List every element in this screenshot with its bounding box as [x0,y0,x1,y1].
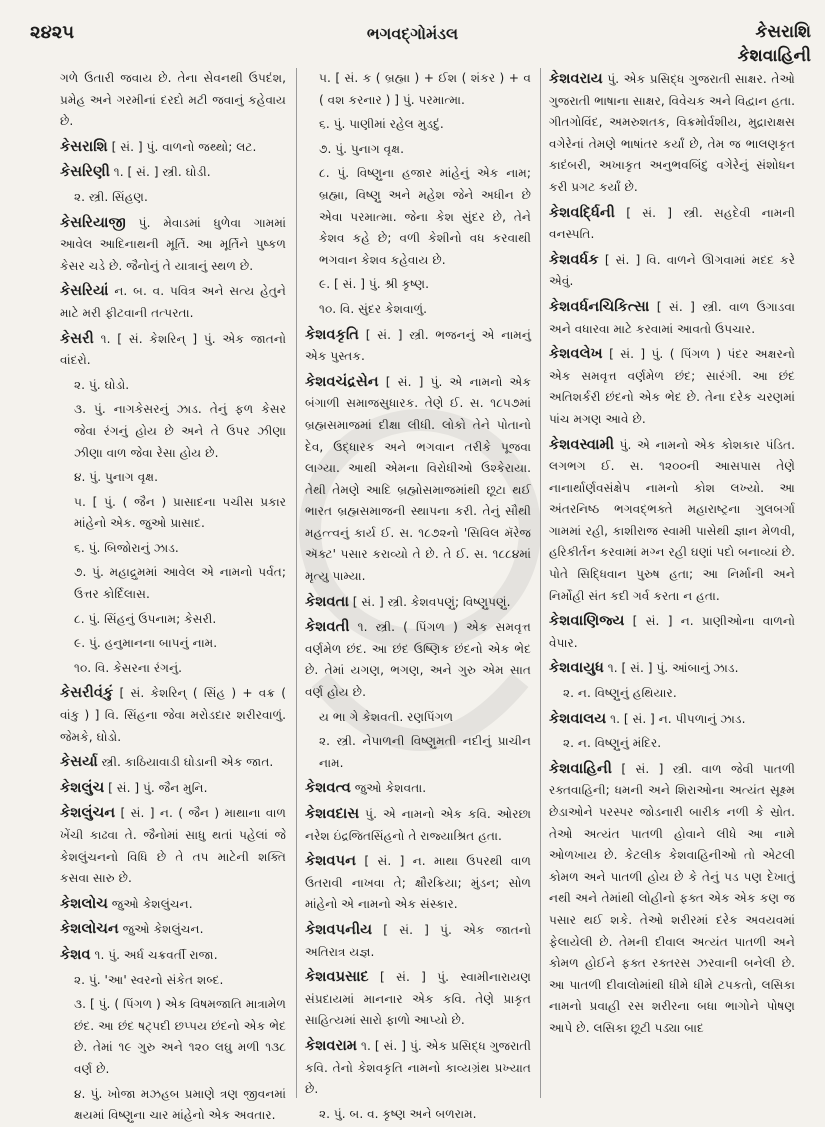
definition-text: [ સં. ] સ્ત્રી. ભજનનું એ નામનું એક પુસ્તક. [305,327,531,364]
column-3 [549,68,795,1098]
definition-text: ૫. [ પું. ( જૈન ) પ્રાસાદના પચીસ પ્રકાર માંહેનો એક. જુઓ પ્રાસાદ. [74,494,286,531]
entry-sense [60,187,286,209]
definition-text: ૨. પું. ઘોડો. [74,377,130,392]
definition-text: ગળે ઉતારી જવાય છે. તેના સેવનથી ઉપદંશ, પ્રમેહ અને ગરમીનાં દરદો મટી જવાનું કહેવાય છે. [60,71,286,129]
dictionary-entry [305,591,531,614]
headword: કેશવત્વ [305,779,351,797]
dictionary-entry [60,328,286,372]
headword: કેશવકૃતિ [305,325,359,343]
column-1 [60,68,286,1123]
headword: કેશવર્દ્ધિની [549,203,615,221]
headword: કેશવપનીય [305,920,373,938]
guide-word-last: કેશવાહિની [737,46,811,66]
definition-text: પું. એ નામનો એક કવિ. ઓરછા નરેશ ઇંદ્રજિતસિંહનો તે રાજ્યાશ્રિત હતા. [305,807,531,843]
definition-text: ૨. સ્ત્રી. સિંહણ. [74,189,148,204]
headword: કેસરિણી [60,163,110,181]
dictionary-entry [60,751,286,774]
definition-text: [ સં. ] સ્ત્રી. સહદેવી નામની વનસ્પતિ. [549,205,795,242]
headword: કેશવતા [305,592,349,610]
definition-text: ૯. પું. હનુમાનના બાપનું નામ. [74,636,218,651]
definition-text: ૬. પું. બિજોરાનું ઝાડ. [74,540,179,555]
dictionary-entry [60,944,286,967]
dictionary-entry [60,682,286,748]
definition-text: ૫. [ સં. ક ( બ્રહ્મા ) + ઈશ ( શંકર ) + વ ( વશ કરનાર ) ] પું. પરમાત્મા. [319,71,531,107]
dictionary-entry [549,249,795,293]
dictionary-entry [60,918,286,941]
definition-text: [ સં. ] ન. પ્રાણીઓના વાળનો વેપાર. [549,614,795,650]
entry-sense [305,1104,531,1126]
entry-sense [305,114,531,136]
headword: કેશવલેખ [549,345,603,363]
headword: કેશવાલય [549,709,607,727]
headword: કેશલોચન [60,920,119,938]
headword: કેશવ [60,945,91,963]
entry-sense [60,1084,286,1127]
headword: કેસરિયાજી [60,213,126,231]
entry-sense [60,658,286,680]
running-title: ભગવદ્ગોમંડલ [366,24,459,43]
definition-text: ૩. પું. નાગકેસરનું ઝાડ. તેનું ફળ કેસર જેવા રંગનું હોય છે અને તે ઉપર ઝીણા ઝીણા વાળ જેવા રેસા હોય છે. [74,402,286,460]
headword: કેસરી [60,329,94,347]
headword: કેશલુંચન [60,804,116,822]
definition-text: જુઓ કેશલુંચન. [118,922,204,937]
definition-text: પું. મેવાડમાં ધુળેવા ગામમાં આવેલ આદિનાથની મૂર્તિ. આ મૂર્તિને પુષ્કળ કેસર ચડે છે. જૈનોનું તે યાત્રાનું સ્થળ છે. [60,215,286,273]
definition-text: ૮. પું. સિંહનું ઉપનામ; કેસરી. [74,611,217,626]
entry-sense [305,707,531,729]
definition-text: ૪. પું. પુનાગ વૃક્ષ. [74,470,159,485]
definition-text: ય ભા ગે કેશવતી. રણપિંગળ [319,709,454,724]
headword: કેશવાહિની [549,759,612,777]
column-2 [305,68,531,1121]
definition-text: સ્ત્રી. કાઠિયાવાડી ઘોડાની એક જાત. [97,755,274,770]
entry-sense [60,467,286,489]
headword: કેશવપ્રસાદ [305,968,369,986]
dictionary-entry [305,966,531,1032]
dictionary-entry [549,758,795,1040]
headword: કેસરાશિ [60,137,108,155]
dictionary-entry [305,1035,531,1101]
entry-sense [549,733,795,755]
column-divider [540,68,541,1098]
definition-text: [ સં. ] ન. ( જૈન ) માથાના વાળ ખેંચી કાઢવા તે. જૈનોમાં સાધુ થતાં પહેલાં જે કેશલુંચનનો વિધિ છે તે તપ માટેની શક્તિ કસવા સારુ છે. [60,806,286,886]
definition-text: ૨. ન. વિષ્ણુનું મંદિર. [563,736,662,751]
dictionary-entry [305,850,531,916]
definition-text: [ સં. ] પું. એક જાતનો અતિરાત્ર યજ્ઞ. [305,922,531,959]
dictionary-entry [60,212,286,278]
definition-text: પું. એ નામનો એક કોશકાર પંડિત. લગભગ ઈ. સ. ૧૨૦૦ની આસપાસ તેણે નાનાર્થાર્ણવસંક્ષેપ નામનો કોશ લખ્યો. આ અંતરનિષ્ઠ ભગવદ્ભક્તે મહારાષ્ટ્રના ગુલબર્ગા ગામમાં રહી, કાશીરાજ સ્વામી પાસેથી જ્ઞાન મેળવી, હરિકીર્તન કરવામાં મગ્ન રહી ઘણાં પદો બનાવ્યાં છે. પોતે સિદ્ધિવાન પુરુષ હતા; આ નિર્માની અને નિર્મોહી સંત કદી ગર્વ કરતા ન હતા. [549,437,795,603]
entry-sense [305,731,531,774]
dictionary-entry [549,434,795,608]
definition-text: ૨. ન. વિષ્ણુનું હથિયાર. [563,686,677,701]
headword: કેશવાણિજ્ય [549,612,625,630]
entry-sense [60,970,286,992]
entry-sense [549,683,795,705]
headword: કેસરીવંકું [60,684,114,702]
definition-text: ૨. સ્ત્રી. નેપાળની વિષ્ણુમતી નદીનું પ્રાચીન નામ. [319,734,531,770]
definition-text: [ સં. ] પું. એ નામનો એક બંગાળી સમાજસુધારક. તેણે ઈ. સ. ૧૮૫૭માં બ્રહ્મસમાજમાં દીક્ષા લીધી. લોકો તેને પોતાનો દેવ, ઉદ્ધારક અને ભગવાન તરીકે પૂજવા લાગ્યા. આથી એમના વિરોધીઓ ઉશ્કેરાયા. તેથી તેમણે આદિ બ્રહ્મોસમાજમાંથી છૂટા થઈ ભારત બ્રહ્મસમાજની સ્થાપના કરી. તેનું સૌથી મહત્ત્વનું કાર્ય ઈ. સ. ૧૮૭૨નો 'સિવિલ મૅરેજ ઍક્ટ' પસાર કરાવ્યો તે છે. તે ઈ. સ. ૧૮૮૪માં મૃત્યુ પામ્યા. [305,374,531,584]
definition-text: ૧. [ સં. ] પું. આંબાનું ઝાડ. [603,661,739,676]
entry-sense [60,994,286,1080]
definition-text: [ સં. કેશરિન્ ( સિંહ ) + વક્ર ( વાંકુ ) ] વિ. સિંહના જેવા મરોડદાર શરીરવાળું. જેમકે, ઘોડો. [60,686,286,744]
definition-text: ૧. [ સં. ] પું. એક પ્રસિદ્ધ ગુજરાતી કવિ. તેનો કેશવકૃતિ નામનો કાવ્યગ્રંથ પ્રખ્યાત છે. [305,1038,531,1097]
headword: કેશવર્ધનચિકિત્સા [549,297,650,315]
headword: કેશવરાય [549,70,603,87]
dictionary-entry [549,202,795,246]
headword: કેશવચંદ્રસેન [305,372,379,390]
headword: કેસર્યા [60,753,98,771]
definition-text: જુઓ કેશલુંચન. [107,896,193,911]
headword: કેશવસ્વામી [549,435,615,453]
definition-text: ૧. [ સં. કેશરિન્ ] પું. એક જાતનો વાંદરો. [60,331,286,368]
dictionary-entry [305,371,531,588]
definition-text: ૪. પું. ખોજા મઝહબ પ્રમાણે ત્રણ જીવનમાં ક્ષયમાં વિષ્ણુના ચાર માંહેનો એક અવતાર. [74,1086,286,1123]
definition-text: [ સં. ] પું. સ્વામીનારાયણ સંપ્રદાયમાં માનનાર એક કવિ. તેણે પ્રાકૃત સાહિત્યમાં સારો ફાળો આપ્યો છે. [305,970,531,1028]
dictionary-entry [305,803,531,847]
guide-word-first: કેસરાશિ [755,22,811,42]
entry-sense [60,68,286,133]
headword: કેશવપન [305,852,356,870]
dictionary-entry [549,657,795,680]
definition-text: ૨. પું. 'આ' સ્વરનો સંકેત શબ્દ. [74,972,224,987]
dictionary-entry [60,893,286,916]
column-divider [296,68,297,1098]
entry-sense [305,68,531,111]
definition-text: ૧. [ સં. ] ન. પીપળાનું ઝાડ. [606,711,746,726]
dictionary-entry [60,161,286,184]
dictionary-entry [60,136,286,159]
definition-text: ૮. પું. વિષ્ણુના હજાર માંહેનું એક નામ; બ્રહ્મા, વિષ્ણુ અને મહેશ જેને અધીન છે એવા પરમાત્મા. જેના કેશ સુંદર છે, તેને કેશવ કહે છે; વળી કેશીનો વધ કરવાથી ભગવાન કેશવ કહેવાય છે. [319,166,531,267]
definition-text: ૧૦. વિ. કેસરના રંગનું. [74,660,183,675]
definition-text: [ સં. ] પું. જૈન મુનિ. [104,780,208,795]
entry-sense [305,163,531,271]
headword: કેશલુંચ [60,778,105,796]
definition-text: [ સં. ] સ્ત્રી. વાળ જેવી પાતળી રક્તવાહિની; ધમની અને શિરાઓના અત્યંત સૂક્ષ્મ છેડાઓને પરસ્પર જોડનારી બારીક નળી કે સ્રોત. તેઓ અત્યંત પાતળી હોવાને લીધે આ નામે ઓળખાય છે. કેટલીક કેશવાહિનીઓ તો એટલી કોમળ અને પાતળી હોય છે કે તેનું પડ પણ દેખાતું નથી અને તેમાંથી લોહીનો ફક્ત એક એક કણ જ પસાર થઈ શકે. તેઓ શરીરમાં દરેક અવયવમાં ફેલાયેલી છે. તેમની દીવાલ અત્યંત પાતળી અને કોમળ હોઈને ફક્ત રક્તરસ ઝરવાની બનેલી છે. આ પાતળી દીવાલોમાંથી ધીમે ધીમે ટપકતો, લસિકા નામનો પ્રવાહી રસ શરીરના બધા ભાગોને પોષણ આપે છે. લસિકા છૂટી પડ્યા બાદ [549,761,795,1035]
entry-sense [305,274,531,296]
dictionary-entry [549,296,795,340]
headword: કેસરિયાં [60,282,109,300]
dictionary-entry [305,324,531,368]
definition-text: [ સં. ] પું. ( પિંગળ ) પંદર અક્ષરનો એક સમવૃત્ત વર્ણમેળ છંદ; સારંગી. આ છંદ અતિશર્કરી છંદનો એક ભેદ છે. તેના દરેક ચરણમાં પાંચ મગણ આવે છે. [549,347,795,426]
dictionary-entry [305,616,531,703]
definition-text: ૩. [ પું. ( પિંગળ ) એક વિષમજાતિ માત્રામેળ છંદ. આ છંદ ષટ્પદી છપ્પય છંદનો એક ભેદ છે. તેમાં ૧૯ ગુરુ અને ૧૨૦ લઘુ મળી ૧૩૮ વર્ણ છે. [74,997,286,1076]
entry-sense [305,299,531,321]
entry-sense [60,375,286,397]
definition-text: ૧. સ્ત્રી. ( પિંગળ ) એક સમવૃત્ત વર્ણમેળ છંદ. આ છંદ ઉષ્ણિક છંદનો એક ભેદ છે. તેમાં યગણ, ભગણ, અને ગુરુ એમ સાત વર્ણ હોય છે. [305,620,531,700]
definition-text: [ સં. ] પું. વાળનો જથ્થો; લટ. [107,139,257,154]
dictionary-entry [549,343,795,430]
headword: કેશવરામ [305,1036,358,1054]
definition-text: ૭. પું. પુનાગ વૃક્ષ. [319,141,404,156]
definition-text: ૭. પું. મહાદ્રુમમાં આવેલ એ નામનો પર્વત; ઉત્તર કોર્દિલાસ. [74,565,286,602]
dictionary-entry [549,708,795,731]
headword: કેશલોચ [60,894,108,912]
definition-text: ૧. [ સં. ] સ્ત્રી. ઘોડી. [109,165,211,180]
dictionary-entry [60,802,286,889]
entry-sense [60,492,286,535]
definition-text: ૯. [ સં. ] પું. શ્રી કૃષ્ણ. [319,277,430,292]
definition-text: ૧. પું. અર્ધ ચક્રવર્તી રાજા. [90,947,218,962]
page-header [0,0,825,70]
dictionary-entry [60,280,286,324]
dictionary-entry [60,777,286,800]
definition-text: ૧૦. વિ. સુંદર કેશવાળું. [319,301,427,316]
dictionary-entry [549,610,795,654]
definition-text: જુઓ કેશવતા. [350,781,427,796]
dictionary-entry [305,777,531,800]
definition-text: [ સં. ] સ્ત્રી. કેશવપણું; વિષ્ણુપણું. [348,594,511,609]
entry-sense [60,538,286,560]
entry-sense [60,609,286,631]
headword: કેશવતી [305,618,350,636]
dictionary-entry [549,68,795,199]
headword: કેશવર્ધક [549,250,599,268]
definition-text: [ સં. ] ન. માથા ઉપરથી વાળ ઉતરાવી નાખવા તે; ક્ષૌરક્રિયા; મુંડન; સોળ માંહેનો એ નામનો એક સંસ્કાર. [305,854,531,912]
definition-text: ન. બ. વ. પવિત્ર અને સત્ય હેતુને માટે મરી ફીટવાની તત્પરતા. [60,284,286,320]
definition-text: પું. એક પ્રસિદ્ધ ગુજરાતી સાક્ષર. તેઓ ગુજરાતી ભાષાના સાક્ષર, વિવેચક અને વિદ્વાન હતા. ગીતગોવિંદ, અમરુશતક, વિક્રમોર્વશીય, મુદ્રારાક્ષસ વગેરેનાં તેમણે ભાષાંતર કર્યાં છે, તેમ જ ભાલણકૃત કાદંબરી, અખાકૃત અનુભવબિંદુ વગેરેનું સંશોધન કરી પ્રગટ કર્યાં છે. [549,72,795,194]
entry-sense [305,139,531,161]
definition-text: [ સં. ] સ્ત્રી. વાળ ઉગાડવા અને વધારવા માટે કરવામાં આવતો ઉપચાર. [549,299,795,336]
headword: કેશવાયુધ [549,659,604,677]
definition-text: ૬. પું. પાણીમાં રહેલ મુડદું. [319,117,444,132]
definition-text: [ સં. ] વિ. વાળને ઊગવામાં મદદ કરે એવું. [549,252,795,289]
page-number: ૨૪૨૫ [30,22,75,43]
definition-text: ૨. પું. બ. વ. કૃષ્ણ અને બળરામ. [319,1106,477,1121]
entry-sense [60,399,286,464]
dictionary-entry [305,919,531,963]
entry-sense [60,562,286,605]
headword: કેશવદાસ [305,805,360,822]
entry-sense [60,633,286,655]
